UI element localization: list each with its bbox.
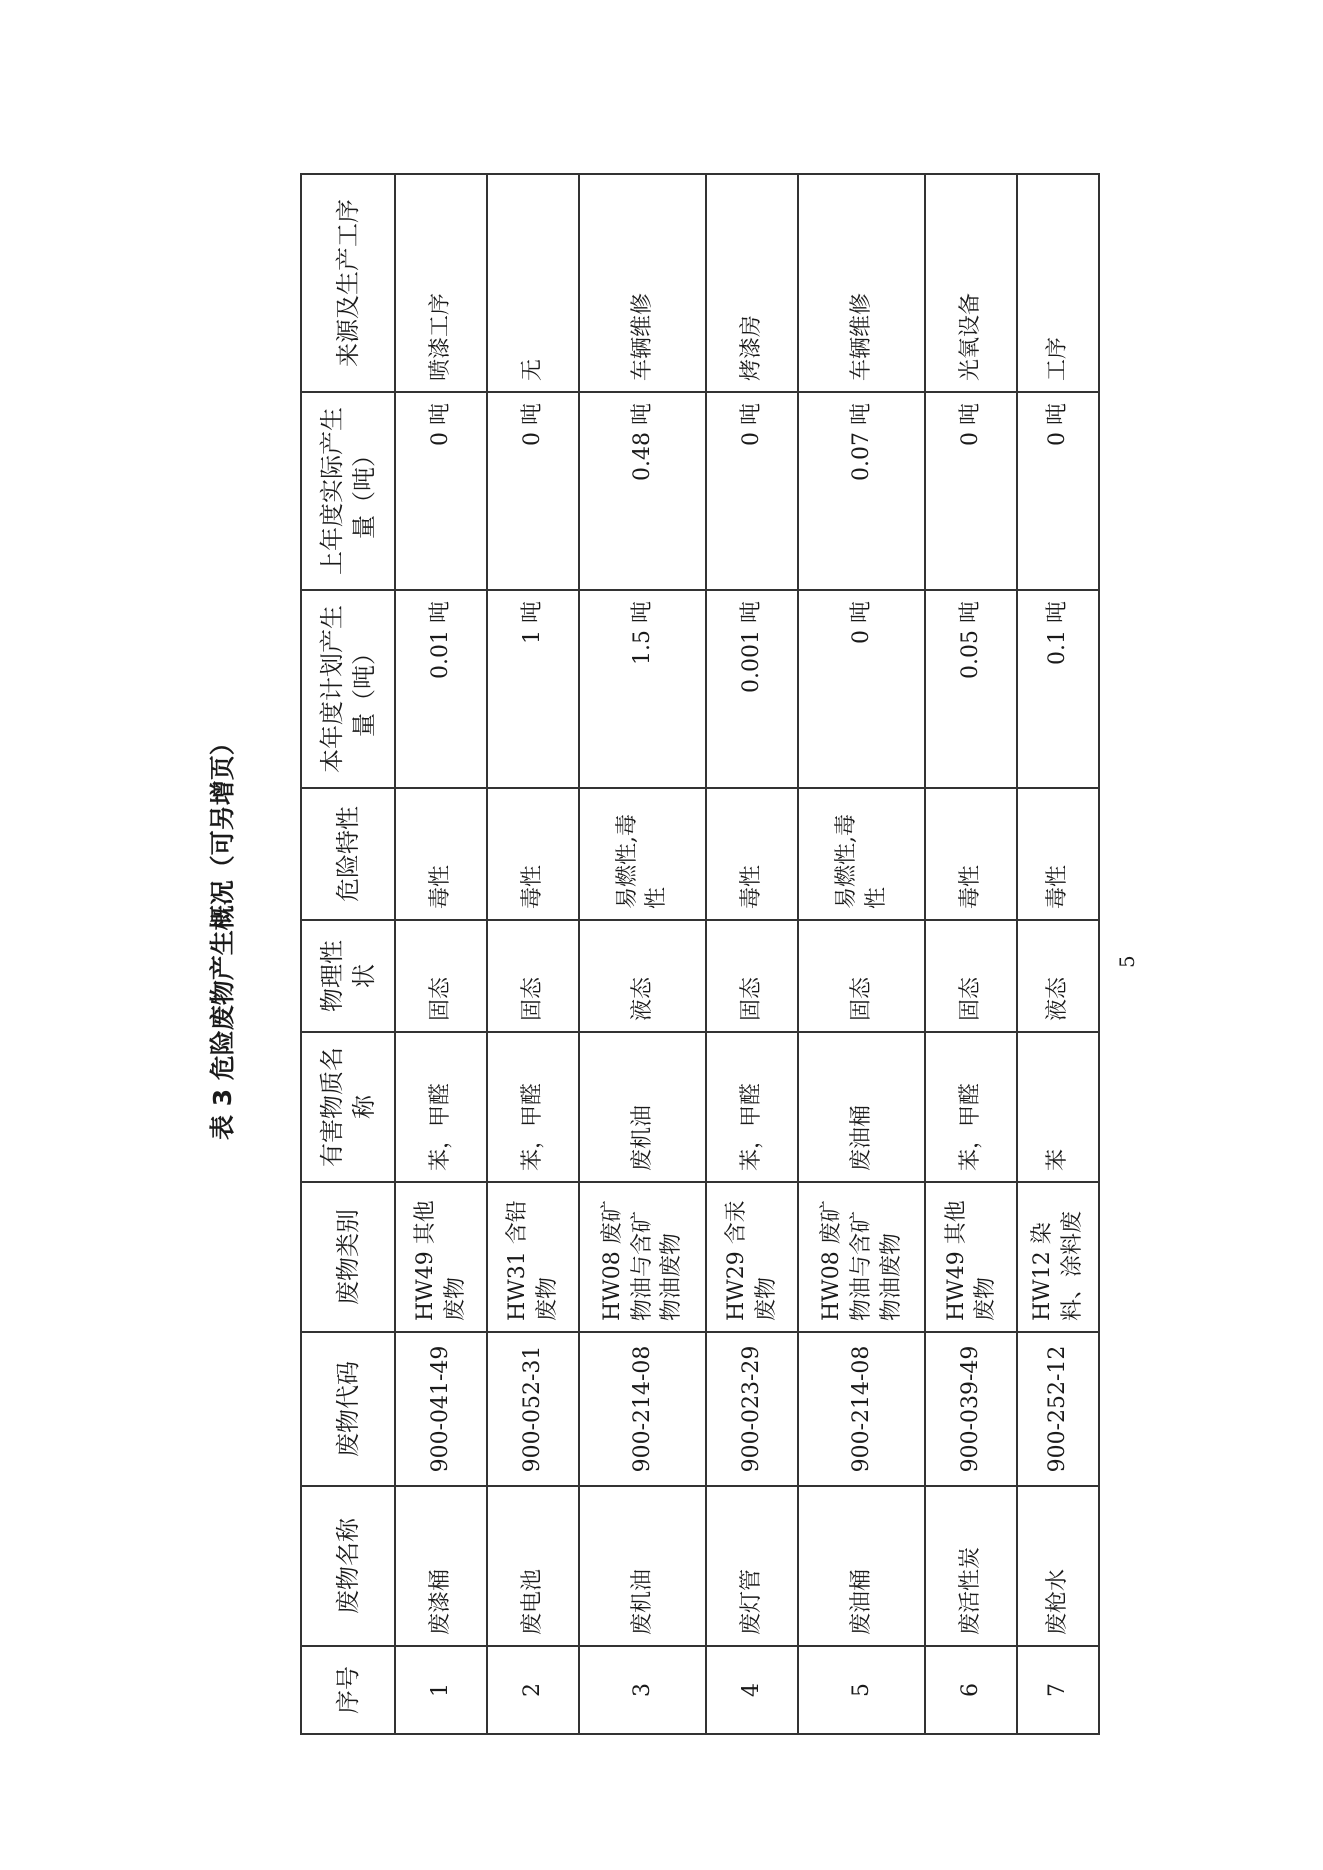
table-cell: 苯，甲醛 bbox=[395, 1032, 487, 1182]
table-cell: 0 吨 bbox=[706, 392, 798, 590]
table-cell: 无 bbox=[487, 174, 579, 392]
table-cell: HW49 其他废物 bbox=[925, 1182, 1017, 1332]
table-cell: 900-023-29 bbox=[706, 1332, 798, 1486]
waste-table-container bbox=[300, 175, 1100, 1735]
table-cell: 废漆桶 bbox=[395, 1486, 487, 1646]
column-header: 废物类别 bbox=[301, 1182, 395, 1332]
table-cell: 900-039-49 bbox=[925, 1332, 1017, 1486]
column-header: 本年度计划产生量（吨） bbox=[301, 590, 395, 788]
table-cell: 900-214-08 bbox=[798, 1332, 925, 1486]
table-cell: 900-052-31 bbox=[487, 1332, 579, 1486]
table-cell: 900-214-08 bbox=[579, 1332, 706, 1486]
table-cell: 废电池 bbox=[487, 1486, 579, 1646]
column-header: 上年度实际产生量（吨） bbox=[301, 392, 395, 590]
table-cell: 废灯管 bbox=[706, 1486, 798, 1646]
table-cell: 固态 bbox=[706, 920, 798, 1032]
table-cell: 3 bbox=[579, 1646, 706, 1734]
table-cell: 苯 bbox=[1017, 1032, 1099, 1182]
table-cell: 900-041-49 bbox=[395, 1332, 487, 1486]
column-header: 废物名称 bbox=[301, 1486, 395, 1646]
table-cell: 废机油 bbox=[579, 1486, 706, 1646]
table-cell: 工序 bbox=[1017, 174, 1099, 392]
table-cell: 光氧设备 bbox=[925, 174, 1017, 392]
table-cell: HW08 废矿物油与含矿物油废物 bbox=[798, 1182, 925, 1332]
column-header: 危险特性 bbox=[301, 788, 395, 920]
table-cell: 废油桶 bbox=[798, 1032, 925, 1182]
table-header-row bbox=[301, 174, 395, 1734]
table-cell: 1.5 吨 bbox=[579, 590, 706, 788]
table-cell: 毒性 bbox=[487, 788, 579, 920]
table-cell: 废活性炭 bbox=[925, 1486, 1017, 1646]
table-cell: 4 bbox=[706, 1646, 798, 1734]
table-cell: 车辆维修 bbox=[579, 174, 706, 392]
table-cell: 0 吨 bbox=[487, 392, 579, 590]
table-cell: 废枪水 bbox=[1017, 1486, 1099, 1646]
table-cell: 0.1 吨 bbox=[1017, 590, 1099, 788]
table-cell: 1 bbox=[395, 1646, 487, 1734]
table-cell: 苯，甲醛 bbox=[487, 1032, 579, 1182]
table-cell: 烤漆房 bbox=[706, 174, 798, 392]
table-cell: HW12 染料、涂料废 bbox=[1017, 1182, 1099, 1332]
table-cell: 6 bbox=[925, 1646, 1017, 1734]
table-cell: 固态 bbox=[798, 920, 925, 1032]
table-cell: 7 bbox=[1017, 1646, 1099, 1734]
table-cell: 易燃性,毒性 bbox=[579, 788, 706, 920]
table-cell: HW49 其他废物 bbox=[395, 1182, 487, 1332]
table-cell: 毒性 bbox=[925, 788, 1017, 920]
column-header: 有害物质名称 bbox=[301, 1032, 395, 1182]
table-cell: 固态 bbox=[395, 920, 487, 1032]
table-cell: 液态 bbox=[579, 920, 706, 1032]
table-row bbox=[706, 174, 798, 1734]
table-cell: 0.48 吨 bbox=[579, 392, 706, 590]
table-cell: 0 吨 bbox=[1017, 392, 1099, 590]
table-cell: 车辆维修 bbox=[798, 174, 925, 392]
column-header: 物理性状 bbox=[301, 920, 395, 1032]
table-row bbox=[579, 174, 706, 1734]
column-header: 序号 bbox=[301, 1646, 395, 1734]
table-cell: 毒性 bbox=[706, 788, 798, 920]
table-cell: 0 吨 bbox=[395, 392, 487, 590]
page-number: 5 bbox=[1115, 955, 1139, 968]
table-cell: 苯，甲醛 bbox=[706, 1032, 798, 1182]
table-cell: 毒性 bbox=[395, 788, 487, 920]
table-cell: 易燃性,毒性 bbox=[798, 788, 925, 920]
table-cell: HW31 含铅废物 bbox=[487, 1182, 579, 1332]
table-cell: 5 bbox=[798, 1646, 925, 1734]
table-row bbox=[925, 174, 1017, 1734]
column-header: 废物代码 bbox=[301, 1332, 395, 1486]
table-cell: 废油桶 bbox=[798, 1486, 925, 1646]
table-cell: HW29 含汞废物 bbox=[706, 1182, 798, 1332]
table-cell: 0.05 吨 bbox=[925, 590, 1017, 788]
table-cell: 0.07 吨 bbox=[798, 392, 925, 590]
table-cell: 毒性 bbox=[1017, 788, 1099, 920]
table-title: 表 3 危险废物产生概况（可另增页） bbox=[208, 730, 237, 1140]
table-row bbox=[487, 174, 579, 1734]
table-row bbox=[395, 174, 487, 1734]
table-cell: 废机油 bbox=[579, 1032, 706, 1182]
table-cell: 固态 bbox=[925, 920, 1017, 1032]
table-cell: HW08 废矿物油与含矿物油废物 bbox=[579, 1182, 706, 1332]
table-cell: 苯，甲醛 bbox=[925, 1032, 1017, 1182]
table-cell: 0.001 吨 bbox=[706, 590, 798, 788]
table-row bbox=[798, 174, 925, 1734]
table-cell: 喷漆工序 bbox=[395, 174, 487, 392]
table-row bbox=[1017, 174, 1099, 1734]
table-cell: 液态 bbox=[1017, 920, 1099, 1032]
table-body bbox=[395, 174, 1099, 1734]
table-cell: 2 bbox=[487, 1646, 579, 1734]
table-cell: 0 吨 bbox=[798, 590, 925, 788]
table-cell: 1 吨 bbox=[487, 590, 579, 788]
table-cell: 固态 bbox=[487, 920, 579, 1032]
table-cell: 900-252-12 bbox=[1017, 1332, 1099, 1486]
table-cell: 0 吨 bbox=[925, 392, 1017, 590]
hazardous-waste-table bbox=[300, 173, 1100, 1735]
table-cell: 0.01 吨 bbox=[395, 590, 487, 788]
column-header: 来源及生产工序 bbox=[301, 174, 395, 392]
